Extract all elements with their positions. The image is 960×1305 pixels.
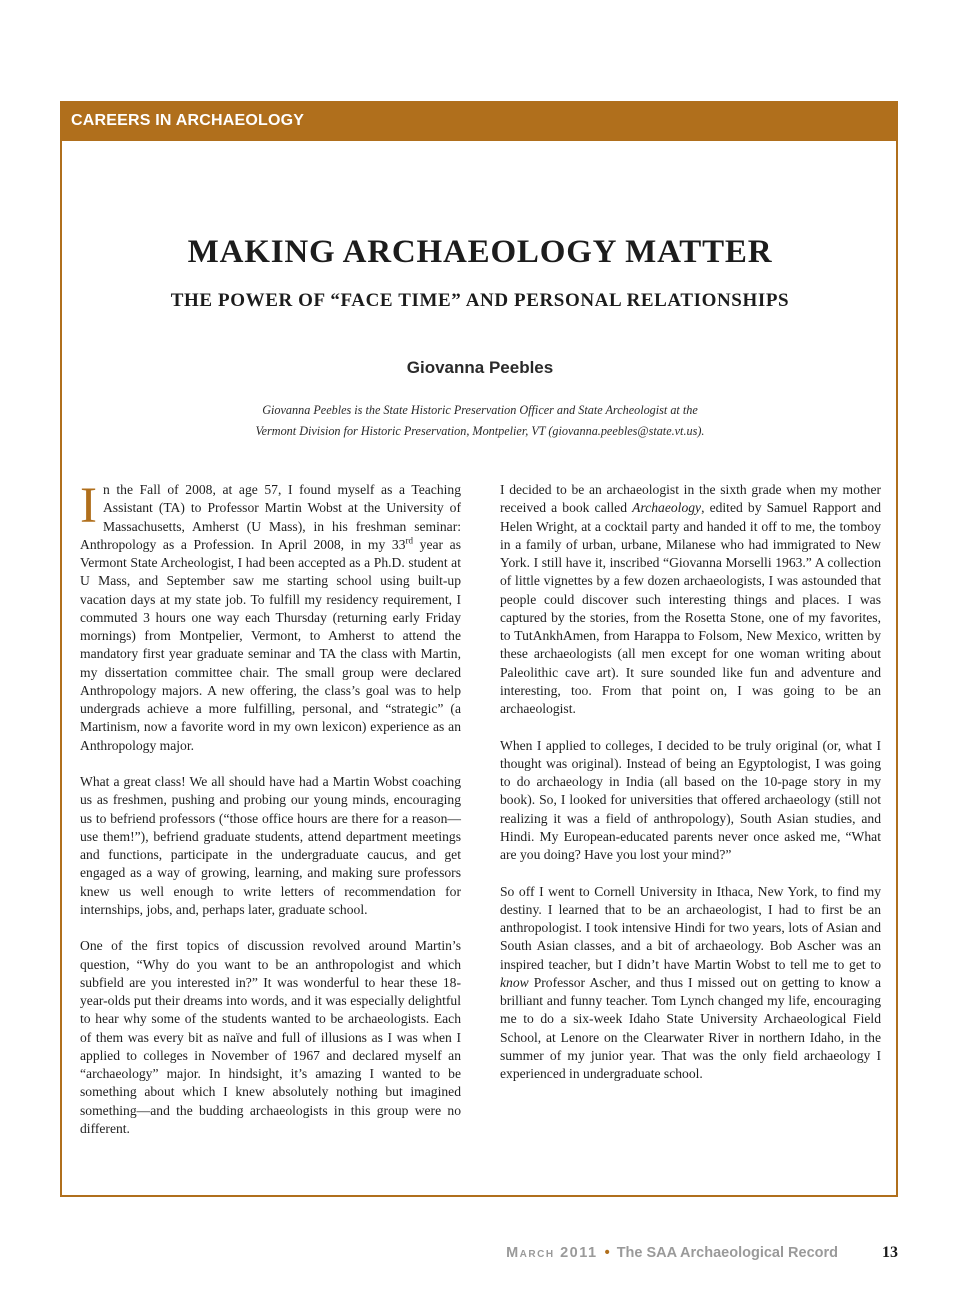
left-column — [80, 478, 461, 1138]
article-subtitle: THE POWER OF “FACE TIME” AND PERSONAL RELATIONSHIPS — [170, 290, 790, 311]
article-title: MAKING ARCHAEOLOGY MATTER — [187, 234, 773, 270]
paragraph-6 — [500, 883, 881, 1084]
author-bio — [180, 400, 780, 441]
section-label: CAREERS IN ARCHAEOLOGY — [71, 112, 305, 129]
paragraph-2: What a great class! We all should have had a Martin Wobst coaching us as freshmen, pushing and probing our young minds, encouraging us to befriend professors (“those office hours are there for a reason—use them!”), befriend graduate students, attend department meetings and functions, participate in the undergraduate caucus, and get engaged as a way of growing, learning, and making sure professors knew us well enough to write letters of recommendation for internships, jobs, and, perhaps later, graduate school. — [80, 774, 461, 917]
paragraph-3: One of the first topics of discussion revolved around Martin’s question, “Why do you want to be an anthropologist and which subfield are you interested in?” It was wonderful to hear these 18-year-olds put their dreams into words, and it was especially delightful to hear why some of the students wanted to be archaeologists. Each of them was every bit as naïve and full of illusions as I was when I applied to colleges in November of 1967 and declared myself an “archaeology” major. In hindsight, it’s amazing I wanted to be something about which I knew absolutely nothing but imagined something—and the budding archaeologists in this group were no different. — [80, 938, 461, 1136]
paragraph-1-text-b: year as Vermont State Archeologist, I had been accepted as a Ph.D. student at U Mass, and September saw me starting school using built-up vacation days at my state job. To fulfill my residency requirement, I commuted 3 hours one way each Thursday (returning early Friday mornings) from Montpelier, Vermont, to Amherst to attend the mandatory first year graduate seminar and TA the class with Martin, my dissertation committee chair. The small group were declared Anthropology majors. A new offering, the class’s goal was to help undergrads achieve a more fulfilling, personal, and “strategic” (a Martinism, now a favorite word in my own lexicon) experience as an Anthropology major. — [80, 536, 461, 753]
paragraph-1-text-a: n the Fall of 2008, at age 57, I found myself as a Teaching Assistant (TA) to Professor Martin Wobst at the University of Massachusetts, Amherst (U Mass), in his freshman seminar: Anthropology as a Profession. In April 2008, in my 33 — [80, 482, 461, 552]
ordinal-suffix: rd — [405, 535, 414, 546]
paragraph-1 — [80, 478, 461, 755]
paragraph-4-text-a: I decided to be an archaeologist in the sixth grade when my mother received a book called — [500, 482, 881, 516]
paragraph-4-text-b: , edited by Samuel Rapport and Helen Wright, at a cocktail party and handed it off to me, the tomboy in a family of urban, urbane, Milanese who had immigrated to New York. I still have it, inscribed “Giovanna Morselli 1963.” A collection of little vignettes by a few dozen archaeologists, I was astounded that people could discover such interesting things and places. I was captured by the stories, from the Rosetta Stone, one of my favorites, to TutAnkhAmen, from Harappa to Folsom, New Mexico, written by these archaeologists (all men except for one woman writing about Paleolithic cave art). It sure sounded like fun and adventure and interesting, too. From that point on, I was going to be an archaeologist. — [500, 500, 881, 716]
author-name: Giovanna Peebles — [406, 358, 554, 377]
author-bio-line-1: Giovanna Peebles is the State Historic Preservation Officer and State Archeologist at the — [262, 403, 698, 417]
book-title: Archaeology — [632, 500, 702, 516]
section-header-bar — [62, 103, 896, 141]
drop-cap: I — [80, 478, 97, 534]
footer-bullet: • — [604, 1245, 610, 1261]
paragraph-4 — [500, 481, 881, 718]
right-column — [500, 481, 881, 1083]
publication-name: The SAA Archaeological Record — [616, 1245, 838, 1261]
page-footer — [506, 1245, 838, 1261]
paragraph-6-text-b: Professor Ascher, and thus I missed out on getting to know a brilliant and funny teacher. Tom Lynch changed my life, encouraging me to do a six-week Idaho State University Archaeological Field School, at Lenore on the Clearwater River in northern Idaho, in the summer of my junior year. That was the only field archaeology I experienced in undergraduate school. — [500, 974, 881, 1081]
paragraph-5: When I applied to colleges, I decided to be truly original (or, what I thought was original). Instead of being an Egyptologist, I was going to do archaeology in India (all based on the 10-page story in my book). So, I looked for universities that offered archaeology (still not realizing it was a field of anthropology), South Asian studies, and Hindi. My European-educated parents never once asked me, “What are you doing? Have you lost your mind?” — [500, 737, 881, 862]
paragraph-6-text-a: So off I went to Cornell University in Ithaca, New York, to find my destiny. I learned that to be an archaeologist, I had to first be an anthropologist. I took intensive Hindi for two years, lots of Asian and South Asian classes, and a bit of archaeology. Bob Ascher was an inspired teacher, but I didn’t have Martin Wobst to tell me to get to — [500, 883, 881, 972]
issue-date: March 2011 — [506, 1245, 598, 1261]
emphasis-know: know — [500, 974, 529, 990]
author-bio-line-2: Vermont Division for Historic Preservation, Montpelier, VT (giovanna.peebles@state.vt.us). — [255, 423, 705, 438]
page-number: 13 — [882, 1244, 898, 1261]
